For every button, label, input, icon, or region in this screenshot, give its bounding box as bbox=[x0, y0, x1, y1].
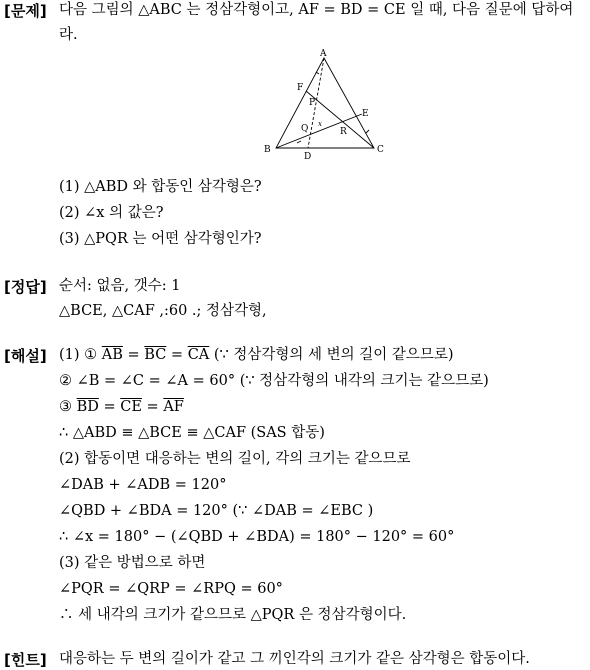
problem-line-2: 라. bbox=[59, 27, 78, 43]
solution-line-8: ∴ ∠x = 180° − (∠QBD + ∠BDA) = 180° − 120° = 60° bbox=[59, 529, 455, 545]
point-r-label: R bbox=[340, 127, 347, 137]
solution-line-4: ∴ △ABD ≡ △BCE ≡ △CAF (SAS 합동) bbox=[59, 425, 325, 441]
point-q-label: Q bbox=[301, 124, 309, 134]
angle-mark-c bbox=[366, 130, 369, 133]
solution-line-1: (1) ① $\overline{AB} = \overline{BC} = \overline{CA}$ (∵ 정삼각형의 세 변의 길이 같으므로) bbox=[59, 347, 454, 363]
answer-line-2: △BCE, △CAF ,:60 .; 정삼각형, bbox=[59, 303, 267, 319]
question-1: (1) △ABD 와 합동인 삼각형은? bbox=[59, 179, 262, 195]
solution-line-3: ③ $\overline{BD} = \overline{CE} = \overline{AF}$ bbox=[59, 399, 184, 415]
problem-line-1: 다음 그림의 △ABC 는 정삼각형이고, AF = BD = CE 일 때, 다음 질문에 답하여 bbox=[59, 2, 574, 18]
solution-line-9: (3) 같은 방법으로 하면 bbox=[59, 555, 206, 571]
solution-line-5: (2) 합동이면 대응하는 변의 길이, 각의 크기는 같으므로 bbox=[59, 451, 411, 467]
triangle-figure bbox=[255, 45, 395, 170]
answer-line-1: 순서: 없음, 갯수: 1 bbox=[59, 278, 181, 294]
angle-mark-b bbox=[297, 141, 301, 143]
vertex-c-label: C bbox=[377, 145, 384, 155]
hint-label: [힌트] bbox=[4, 651, 47, 669]
solution-line-10: ∠PQR = ∠QRP = ∠RPQ = 60° bbox=[59, 581, 283, 597]
problem-label: [문제] bbox=[4, 2, 47, 20]
question-2: (2) ∠x 의 값은? bbox=[59, 205, 164, 221]
solution-line-11: ∴ 세 내각의 크기가 같으므로 △PQR 은 정삼각형이다. bbox=[59, 607, 407, 623]
solution-line-7: ∠QBD + ∠BDA = 120° (∵ ∠DAB = ∠EBC ) bbox=[59, 503, 374, 519]
angle-x-label: x bbox=[318, 120, 322, 128]
point-e-label: E bbox=[362, 109, 369, 119]
question-3: (3) △PQR 는 어떤 삼각형인가? bbox=[59, 231, 262, 247]
answer-label: [정답] bbox=[4, 278, 47, 296]
point-d-label: D bbox=[304, 152, 312, 162]
hint-text: 대응하는 두 변의 길이가 같고 그 끼인각의 크기가 같은 삼각형은 합동이다. bbox=[59, 651, 530, 667]
solution-label: [해설] bbox=[4, 347, 47, 365]
vertex-b-label: B bbox=[264, 145, 271, 155]
point-f-label: F bbox=[297, 83, 304, 93]
vertex-a-label: A bbox=[320, 49, 327, 59]
point-p-label: P bbox=[309, 98, 316, 108]
solution-line-6: ∠DAB + ∠ADB = 120° bbox=[59, 477, 227, 493]
solution-line-2: ② ∠B = ∠C = ∠A = 60° (∵ 정삼각형의 내각의 크기는 같으므로) bbox=[59, 373, 489, 389]
triangle-abc bbox=[276, 58, 374, 148]
segment-cf bbox=[306, 91, 374, 148]
